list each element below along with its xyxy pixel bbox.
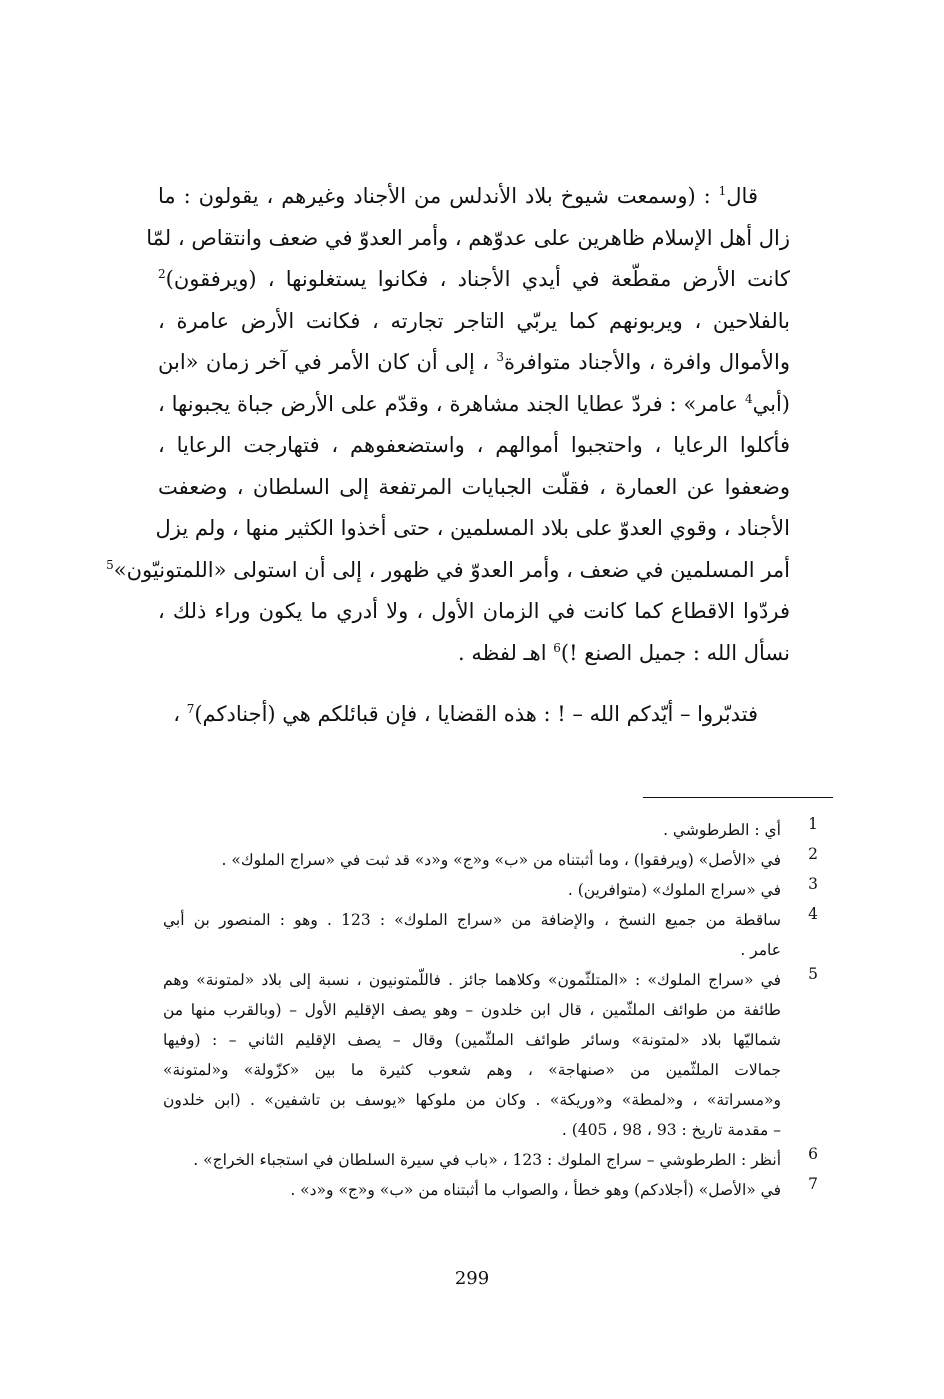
text-line (106, 550, 790, 592)
text-run: (أبي (752, 391, 790, 416)
footnote-line: أي : الطرطوشي . (663, 821, 781, 839)
closing-line (158, 694, 790, 736)
text-run: والأموال وافرة ، والأجناد متوافرة (504, 350, 790, 374)
text-run: كانت الأرض مقطّعة في أيدي الأجناد ، فكانوا يستغلونها ، (ويرفقون) (165, 267, 790, 291)
footnote-text (163, 1145, 781, 1175)
footnote-line: شماليّها بلاد «لمتونة» وسائر طوائف الملثّمين) وقال – يصف الإقليم الثاني – : (وفيها (163, 1031, 781, 1049)
footnote-line: – مقدمة تاريخ : 93 ، 98 ، 405) . (561, 1121, 781, 1139)
text-run: نسأل الله : جميل الصنع !) (560, 640, 790, 665)
text-line (158, 259, 790, 301)
text-run: فردّوا الاقطاع كما كانت في الزمان الأول ، ولا أدري ما يكون وراء ذلك ، (158, 599, 790, 623)
footnote-number: 1 (808, 815, 818, 833)
footnote-number: 7 (808, 1175, 818, 1193)
text-run: الأجناد ، وقوي العدوّ على بلاد المسلمين ، حتى أخذوا الكثير منها ، ولم يزل (155, 516, 790, 540)
footnote-number: 5 (808, 965, 818, 983)
footnote-line: في «سراج الملوك» : «المتلثّمون» وكلاهما جائز . فاللّمتونيون ، نسبة إلى بلاد «لمتونة» وهم (163, 971, 781, 989)
text-run: قال (726, 184, 758, 208)
footnote-reference: 2 (158, 267, 166, 281)
footnote-reference: 5 (106, 557, 114, 572)
footnote-line: ساقطة من جميع النسخ ، والإضافة من «سراج الملوك» : 123 . وهو : المنصور بن أبي (163, 911, 781, 929)
text-run: فتدبّروا – أيّدكم الله – ! : هذه القضايا ، فإن قبائلكم هي (أجنادكم) (194, 702, 758, 726)
text-run: فأكلوا الرعايا ، واحتجبوا أموالهم ، واستضعفوهم ، فتهارجت الرعايا ، (158, 433, 790, 457)
footnote-line: في «سراج الملوك» (متوافرين) . (567, 881, 781, 899)
text-run: ، (173, 702, 187, 726)
text-line (158, 342, 790, 384)
footnote-separator (643, 797, 833, 798)
footnote-reference: 7 (186, 702, 195, 716)
text-run: عامر» : فردّ عطايا الجند مشاهرة ، وقدّم على الأرض جباة يجبونها ، (158, 391, 745, 416)
footnote-line: عامر . (740, 941, 781, 959)
footnote-text (163, 1175, 781, 1205)
page-number: 299 (454, 1268, 490, 1289)
footnote (163, 845, 823, 875)
main-text-block (106, 176, 790, 736)
footnote-number: 6 (808, 1145, 818, 1163)
text-run: ، إلى أن كان الأمر في آخر زمان «ابن (158, 350, 497, 374)
text-run: اهـ لفظه . (457, 640, 554, 665)
text-line (155, 508, 790, 550)
paragraph-gap (158, 674, 790, 694)
footnote-reference: 1 (718, 184, 727, 198)
footnote-text (163, 905, 781, 965)
text-line (158, 467, 790, 509)
footnote-line: و«مسراتة» ، و«لمطة» و«وريكة» . وكان من ملوكها «يوسف بن تاشفين» . (ابن خلدون (163, 1091, 781, 1109)
footnote-number: 3 (808, 875, 818, 893)
text-run: : (وسمعت شيوخ بلاد الأندلس من الأجناد وغيرهم ، يقولون : ما (158, 184, 719, 208)
footnote-line: جمالات الملثّمين من «صنهاجة» ، وهم شعوب كثيرة ما بين «كزّولة» و«لمتونة» (163, 1061, 781, 1079)
footnote-line: أنظر : الطرطوشي – سراج الملوك : 123 ، «باب في سيرة السلطان في استجباء الخراج» . (193, 1151, 781, 1169)
text-line (158, 591, 790, 633)
footnote-number: 2 (808, 845, 818, 863)
footnote-line: في «الأصل» (أجلادكم) وهو خطأ ، والصواب ما أثبتناه من «ب» و«ج» و«د» . (290, 1181, 781, 1199)
footnote (163, 875, 823, 905)
footnote-reference: 4 (744, 391, 753, 406)
footnote-text (163, 845, 781, 875)
footnote (163, 965, 823, 1145)
text-line (158, 425, 790, 467)
footnote-text (163, 815, 781, 845)
footnote (163, 1175, 823, 1205)
text-run: زال أهل الإسلام ظاهرين على عدوّهم ، وأمر العدوّ في ضعف وانتقاص ، لمّا (146, 225, 790, 250)
text-line (158, 633, 790, 675)
footnote-number: 4 (808, 905, 818, 923)
footnote-text (163, 965, 781, 1145)
footnote-reference: 6 (553, 640, 561, 655)
footnote (163, 905, 823, 965)
footnote-reference: 3 (496, 350, 505, 364)
text-run: بالفلاحين ، ويربونهم كما يربّي التاجر تجارته ، فكانت الأرض عامرة ، (158, 308, 790, 333)
text-run: وضعفوا عن العمارة ، فقلّت الجبايات المرتفعة إلى السلطان ، وضعفت (158, 474, 790, 499)
text-line (146, 218, 790, 260)
footnote (163, 1145, 823, 1175)
footnote-line: في «الأصل» (ويرفقوا) ، وما أثبتناه من «ب» و«ج» و«د» قد ثبت في «سراج الملوك» . (221, 851, 781, 869)
text-line (158, 301, 790, 343)
text-run: أمر المسلمين في ضعف ، وأمر العدوّ في ظهور ، إلى أن استولى «اللمتونيّون» (113, 557, 790, 582)
footnote-line: طائفة من طوائف الملثّمين ، قال ابن خلدون – وهو يصف الإقليم الأول – (وبالقرب منها من (163, 1001, 781, 1019)
footnote (163, 815, 823, 845)
text-line (158, 384, 790, 426)
footnotes-section (163, 815, 823, 1205)
text-line (158, 176, 790, 218)
footnote-text (163, 875, 781, 905)
